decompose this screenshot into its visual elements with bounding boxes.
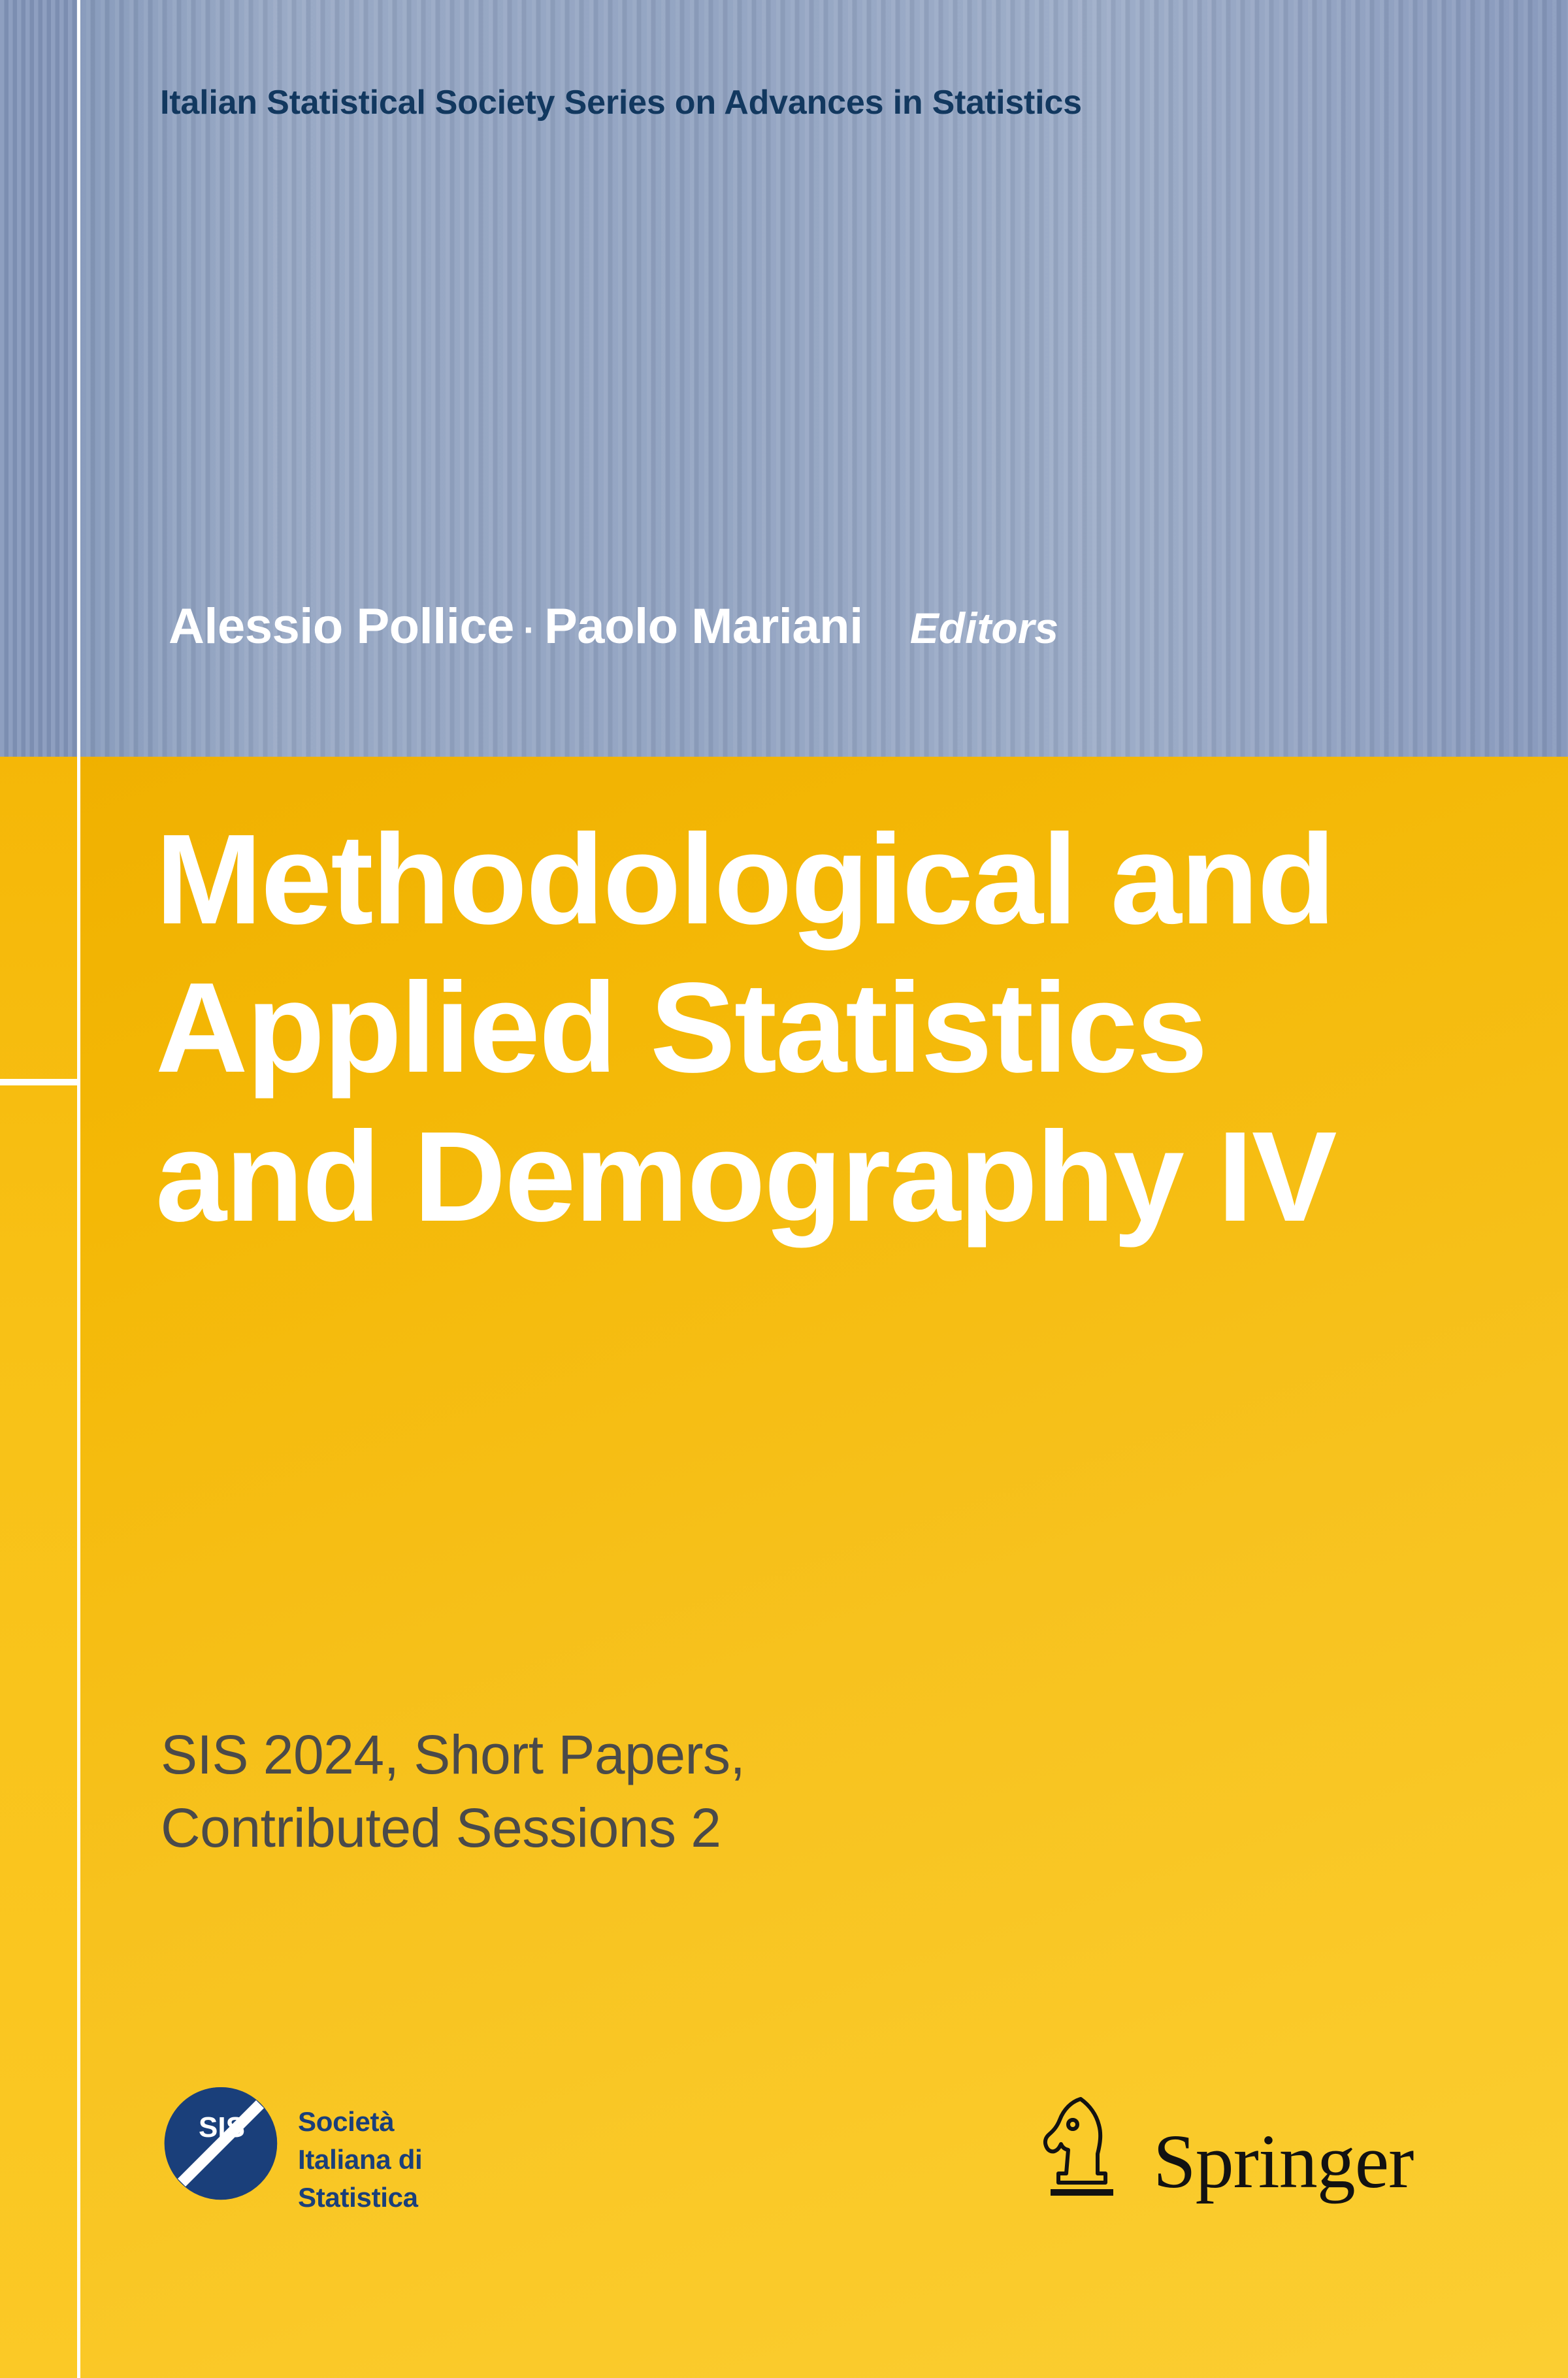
editor-separator: · [523, 609, 536, 651]
sis-logo [162, 2085, 619, 2281]
publisher-name: Springer [1153, 2119, 1414, 2204]
editors-role-label: Editors [909, 604, 1059, 652]
sis-logo-text [298, 2103, 422, 2217]
subtitle-line-1: SIS 2024, Short Papers, [161, 1724, 745, 1785]
editor-name-1: Alessio Pollice [169, 599, 514, 654]
cover-left-strip-notch [0, 1079, 77, 1085]
publisher-logo [1032, 2091, 1483, 2235]
series-title: Italian Statistical Society Series on Advances in Statistics [160, 84, 1082, 122]
cover-left-blue-strip [0, 0, 77, 757]
sis-emblem-icon [162, 2085, 280, 2202]
sis-text-line-2: Italiana di [298, 2143, 423, 2175]
book-subtitle [161, 1719, 1402, 1864]
springer-knight-icon [1032, 2091, 1130, 2212]
cover-body-vertical-divider [77, 757, 80, 2378]
editors-line [169, 598, 1514, 655]
subtitle-line-2: Contributed Sessions 2 [161, 1796, 721, 1858]
sis-text-line-3: Statistica [298, 2181, 418, 2213]
cover-left-yellow-strip [0, 757, 77, 2378]
svg-text:SIS: SIS [199, 2111, 245, 2143]
book-title: Methodological and Applied Statistics and Demography IV [155, 808, 1336, 1248]
sis-text-line-1: Società [298, 2106, 395, 2137]
cover-top-vertical-divider [77, 0, 80, 757]
editor-name-2: Paolo Mariani [544, 599, 863, 654]
